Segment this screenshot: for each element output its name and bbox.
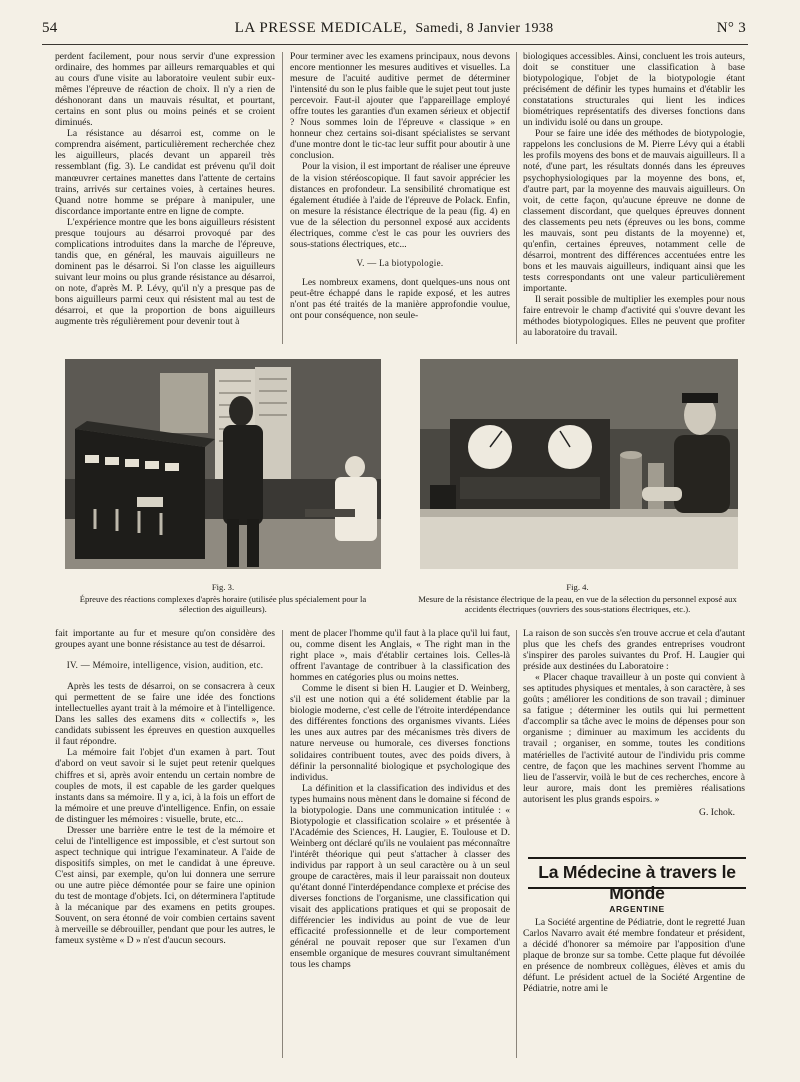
column-divider [516,630,517,1058]
paragraph: Dresser une barrière entre le test de la mémoire et celui de l'intelligence est impossible, et c'est surtout son aspect technique qui intrigue l'examinateur. A l'aide de dispositifs simples, on met le candidat à une épreuve. C'est ainsi, par exemple, qu'on lui donnera une serrure ou une autre pièce démontée pour se faire une opinion du test de montage d'objets. Ici, on déterminera l'aptitude à la mécanique par des examens en petits groupes. Souvent, on sera étonné de voir combien certains savent à merveille se débrouiller, pendant que pour les autres, le fameux système « D » n'est d'aucun secours. [55,824,275,947]
paragraph: La raison de son succès s'en trouve accrue et cela d'autant plus que les chefs des grandes entreprises voudront s'inspirer des paroles suivantes du Prof. H. Laugier qui préside aux destinées du Laboratoire : [523,628,745,673]
paragraph: Pour se faire une idée des méthodes de biotypologie, rappelons les conclusions de M. Pierre Lévy qui a établi les profils moyens des bons et de mauvais aiguilleurs. Il a noté, d'une part, les résultats donnés dans les épreuves psychophysiologiques par la moyenne des bons, et, d'autre part, par la moyenne des mauvais aiguilleurs. On voit, de cette façon, qu'aucune épreuve ne donne de classement discordant, que quelques épreuves donnent des classements peu nets (épreuves ou les bons, comme les mauvais, sont peu distants de la moyenne) et, qu'enfin, certaines épreuves, notamment celle de désarroi, montrent des différences accentuées entre les bons et les mauvais aiguilleurs, indiquant ainsi que les tests correspondants ont une valeur particulièrement importante. [523,128,745,294]
paragraph: biologiques accessibles. Ainsi, concluent les trois auteurs, doit se constituer une classification à base biotypologique, l'objet de la biotypologie étant précisément de définir les types humains et d'établir les constatations structurales qui lient les indices biométriques représentatifs des diverses fonctions dans un individu isolé ou dans un groupe. [523,51,745,129]
paragraph: ment de placer l'homme qu'il faut à la place qu'il lui faut, ou, comme disent les Anglais, « The right man in the right place », mais d'établir certaines lois. Celles-là offrent l'avantage de contribuer à la classification des hommes en catégories plus ou moins nettes. [290,628,510,684]
paragraph: La mémoire fait l'objet d'un examen à part. Tout d'abord on veut savoir si le sujet peut retenir quelques chiffres et si, après avoir entendu un certain nombre de couples de mots, il est capable de les garder quelques instants dans sa mémoire. Il y a, ici, à la fois un effort de la mémoire et une preuve d'intelligence. Enfin, on essaie de distinguer les mémoires : visuelle, brute, etc... [55,747,275,825]
top-column-2 [290,51,510,351]
quote-paragraph: « Placer chaque travailleur à un poste qui convient à ses aptitudes physiques et mentales, à son caractère, à ses goûts ; améliorer les conditions de son travail ; diminuer sa fatigue ; déterminer les outils qui lui permettent d'accomplir sa tâche avec le moins de dépenses pour son organisme ; diminuer au maximum les accidents du travail ; organiser, en somme, toutes les conditions matérielles de l'activité autour de l'individu pris comme centre, de façon que les machines servent l'homme au lieu de l'asservir, voilà le but de ces recherches, encore à leur aurore, mais dont les premières réalisations autorisent les plus grands espoirs. » [523,672,745,805]
journal-title [42,20,746,37]
paragraph: Après les tests de désarroi, on se consacrera à ceux qui permettent de se faire une idée des fonctions intellectuelles ayant trait à la mémoire et à l'intelligence. Dans les salles des examens dits « collectifs », les candidats subissent les épreuves en question auxquelles il faut répondre. [55,681,275,748]
page-header [42,20,746,42]
section-title: La Médecine à travers le Monde [538,862,736,903]
figure-caption-text: Mesure de la résistance électrique de la peau, en vue de la sélection du personnel exposé aux accidents électriques (ouvriers des sous-stations électriques, etc.). [418,593,737,614]
figure-4-photo [420,359,738,569]
header-rule [42,44,748,45]
paragraph: Pour terminer avec les examens principaux, nous devons encore mentionner les mesures auditives et visuelles. La mesure de l'acuité auditive permet de déterminer l'intensité du son le plus faible que le sujet peut tout juste percevoir. Faut-il ajouter que l'appareillage employé offre toutes les garanties d'un examen sérieux et objectif ? Nous sommes loin de l'épreuve « classique » en honneur chez certains soi-disant spécialistes se servant d'une montre dont le tic-tac leur suffit pour aboutir à une conclusion. [290,51,510,162]
paragraph: L'expérience montre que les bons aiguilleurs résistent presque toujours au désarroi provoqué par des complications introduites dans la marche de l'épreuve, tandis que, en général, les mauvais aiguilleurs ne dominent pas le désarroi. Si l'on classe les aiguilleurs suivant leur moins ou plus grande résistance au désarroi, on note, d'après M. P. Lévy, qu'il n'y a presque pas de bons aiguilleurs parmi ceux qui résistent mal au test de désarroi, et que la proportion de bons aiguilleurs augmente très régulièrement pour devenir tout à [55,216,275,328]
figure-4-caption [405,582,750,615]
paragraph: La résistance au désarroi est, comme on le comprendra aisément, particulièrement recherchée chez les aiguilleurs, placés devant un appareil très ressemblant (fig. 3). Le candidat est prévenu qu'il doit manœuvrer certaines manettes dans l'attente de certains trains, arrivés sur certaines voies, à certaines heures. Quand notre homme se prépare à manipuler, une discordance importante entre en ligne de compte. [55,128,275,217]
photo-railway-switch-test [65,359,381,569]
paragraph: La définition et la classification des individus et des types humains nous mènent dans le domaine si fécond de la biotypologie. Dans une communication intitulée : « Biotypologie et classification scolaire » et présentée à l'Académie des Sciences, H. Laugier, E. Toulouse et D. Weinberg ont déclaré qu'ils ne voulaient pas méconnaître l'intérêt théorique qui peut s'attacher à classer des individus par rapport à un seul caractère ou à un seul groupe de caractères, mais il leur paraissait non douteux qu'étant donné l'interdépendance complexe et précise des diverses fonctions de l'organisme, une classification qui visait des applications pratiques et qui se proposait de différencier les individus au point de vue de leur efficacité professionnelle et de leur comportement général ne pouvait reposer que sur l'examen d'un ensemble organique de mesures couvrant simultanément tous les champs [290,782,510,971]
paragraph: Comme le disent si bien H. Laugier et D. Weinberg, s'il est une notion qui a été solidement établie par la biologie moderne, c'est celle de l'étroite interdépendance des différentes fonctions des organismes vivants. Liées les unes aux autres par des mécanismes très divers de nature nerveuse ou humorale, ces diverses fonctions solidaires contribuent toutes, avec des poids divers, à définir la personnalité biologique et psychologique des individus. [290,683,510,783]
column-divider [282,52,283,344]
author-signature: G. Ichok. [699,806,735,818]
bottom-column-3 [523,628,745,848]
bottom-column-2 [290,628,510,1064]
paragraph: La Société argentine de Pédiatrie, dont le regretté Juan Carlos Navarro avait été membre fondateur et président, a décidé d'honorer sa mémoire par l'apposition d'une plaque de bronze sur sa tombe. Cette plaque fut dévoilée en présence de nombreux collègues, élèves et amis du défunt. Le président actuel de la Société Argentine de Pédiatrie, notre ami le [523,917,745,995]
figure-label: Fig. 3. [211,582,235,592]
figure-label: Fig. 4. [566,582,589,592]
section-rule-top [528,857,746,859]
column-divider [282,630,283,1058]
figure-3-photo [65,359,381,569]
column-divider [516,52,517,344]
journal-name: LA PRESSE MEDICALE, [234,20,408,36]
photo-skin-resistance-test [420,359,738,569]
paragraph: fait importante au fur et mesure qu'on considère des groupes ayant une bonne résistance au test de désarroi. [55,628,275,651]
sidebar-text [523,917,745,1062]
section-rule-bottom [528,887,746,889]
top-column-1 [55,51,275,351]
section-heading: IV. — Mémoire, intelligence, vision, audition, etc. [66,660,264,671]
figure-3-caption [70,582,376,615]
country-heading: ARGENTINE [609,904,665,914]
paragraph: Pour la vision, il est important de réaliser une épreuve de la vision stéréoscopique. Il faut savoir apprécier les distances en profondeur. La sensibilité chromatique est également étudiée à l'aide de l'épreuve de Polack. Enfin, on mesure la résistance électrique de la peau (fig. 4) en vue de la sélection du personnel exposé aux accidents électriques, comme c'est le cas pour les ouvriers des sous-stations électriques, etc... [290,161,510,250]
paragraph: Il serait possible de multiplier les exemples pour nous faire entrevoir le champ d'activité qui s'ouvre devant les méthodes biotypologiques. Elles ne peuvent que profiter au laboratoire du travail. [523,294,745,339]
issue-number: N° 3 [716,20,746,36]
top-column-3 [523,51,745,351]
paragraph: Les nombreux examens, dont quelques-uns nous ont peut-être échappé dans le rapide exposé, et les autres n'ont pas été traités de la manière approfondie voulue, ont pour conséquence, non seule- [290,276,510,322]
page-number: 54 [42,20,58,36]
section-heading: V. — La biotypologie. [356,257,444,268]
bottom-column-1 [55,628,275,1064]
paragraph: perdent facilement, pour nous servir d'une expression ordinaire, des hommes par ailleurs remarquables et qui au cours d'une visite au laboratoire veulent subir eux-mêmes l'épreuve de réaction de choix. Il n'y a rien de déshonorant dans un mauvais résultat, et pourtant, certains en sont plus ou moins peinés et se croient diminués. [55,51,275,129]
figure-caption-text: Épreuve des réactions complexes d'après horaire (utilisée plus spécialement pour la sélection des aiguilleurs). [79,593,367,614]
issue-date: Samedi, 8 Janvier 1938 [415,21,554,36]
